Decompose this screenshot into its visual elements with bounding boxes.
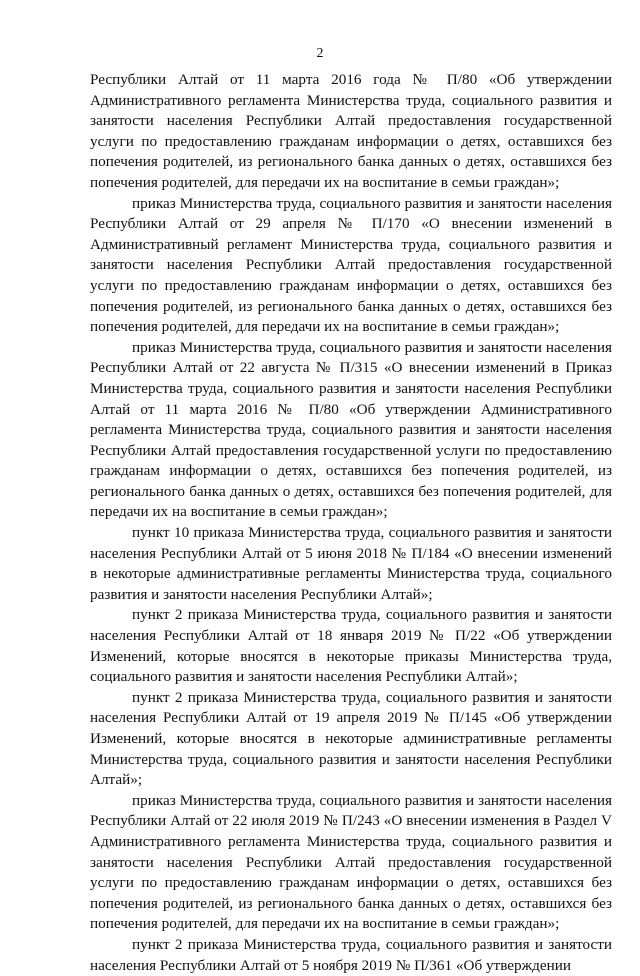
- document-body: [90, 70, 612, 976]
- page-number: 2: [316, 46, 324, 61]
- paragraph: приказ Министерства труда, социального развития и занятости населения Республики Алтай от 22 августа № П/315 «О внесении изменений в Приказ Министерства труда, социального развития и занятости населения Республики Алтай от 11 марта 2016 № П/80 «Об утверждении Административного регламента Министерства труда, социального развития и занятости населения Республики Алтай предоставления государственной услуги по предоставлению гражданам информации о детях, оставшихся без попечения родителей, из регионального банка данных о детях, оставшихся без попечения родителей, для передачи их на воспитание в семьи граждан»;: [90, 338, 612, 521]
- paragraph: пункт 2 приказа Министерства труда, социального развития и занятости населения Республики Алтай от 5 ноября 2019 № П/361 «Об утверждении: [90, 935, 612, 974]
- paragraph: пункт 2 приказа Министерства труда, социального развития и занятости населения Республики Алтай от 19 апреля 2019 № П/145 «Об утверждении Изменений, которые вносятся в некоторые административные регламенты Министерства труда, социального развития и занятости населения Республики Алтай»;: [90, 688, 612, 789]
- paragraph: приказ Министерства труда, социального развития и занятости населения Республики Алтай от 29 апреля № П/170 «О внесении изменений в Административный регламент Министерства труда, социального развития и занятости населения Республики Алтай предоставления государственной услуги по предоставлению гражданам информации о детях, оставшихся без попечения родителей, из регионального банка данных о детях, оставшихся без попечения родителей, для передачи их на воспитание в семьи граждан»;: [90, 194, 612, 336]
- paragraph-continuation: Республики Алтай от 11 марта 2016 года № П/80 «Об утверждении Административного регламента Министерства труда, социального развития и занятости населения Республики Алтай предоставления государственной услуги по предоставлению гражданам информации о детях, оставшихся без попечения родителей, из регионального банка данных о детях, оставшихся без попечения родителей, для передачи их на воспитание в семьи граждан»;: [90, 71, 612, 191]
- paragraph: пункт 2 приказа Министерства труда, социального развития и занятости населения Республики Алтай от 18 января 2019 № П/22 «Об утверждении Изменений, которые вносятся в некоторые приказы Министерства труда, социального развития и занятости населения Республики Алтай»;: [90, 606, 612, 686]
- paragraph: пункт 10 приказа Министерства труда, социального развития и занятости населения Республики Алтай от 5 июня 2018 № П/184 «О внесении изменений в некоторые административные регламенты Министерства труда, социального развития и занятости населения Республики Алтай»;: [90, 524, 612, 603]
- paragraph: приказ Министерства труда, социального развития и занятости населения Республики Алтай от 22 июля 2019 № П/243 «О внесении изменения в Раздел V Административного регламента Министерства труда, социального развития и занятости населения Республики Алтай предоставления государственной услуги по предоставлению гражданам информации о детях, оставшихся без попечения родителей, из регионального банка данных о детях, оставшихся без попечения родителей, для передачи их на воспитание в семьи граждан»;: [90, 791, 612, 933]
